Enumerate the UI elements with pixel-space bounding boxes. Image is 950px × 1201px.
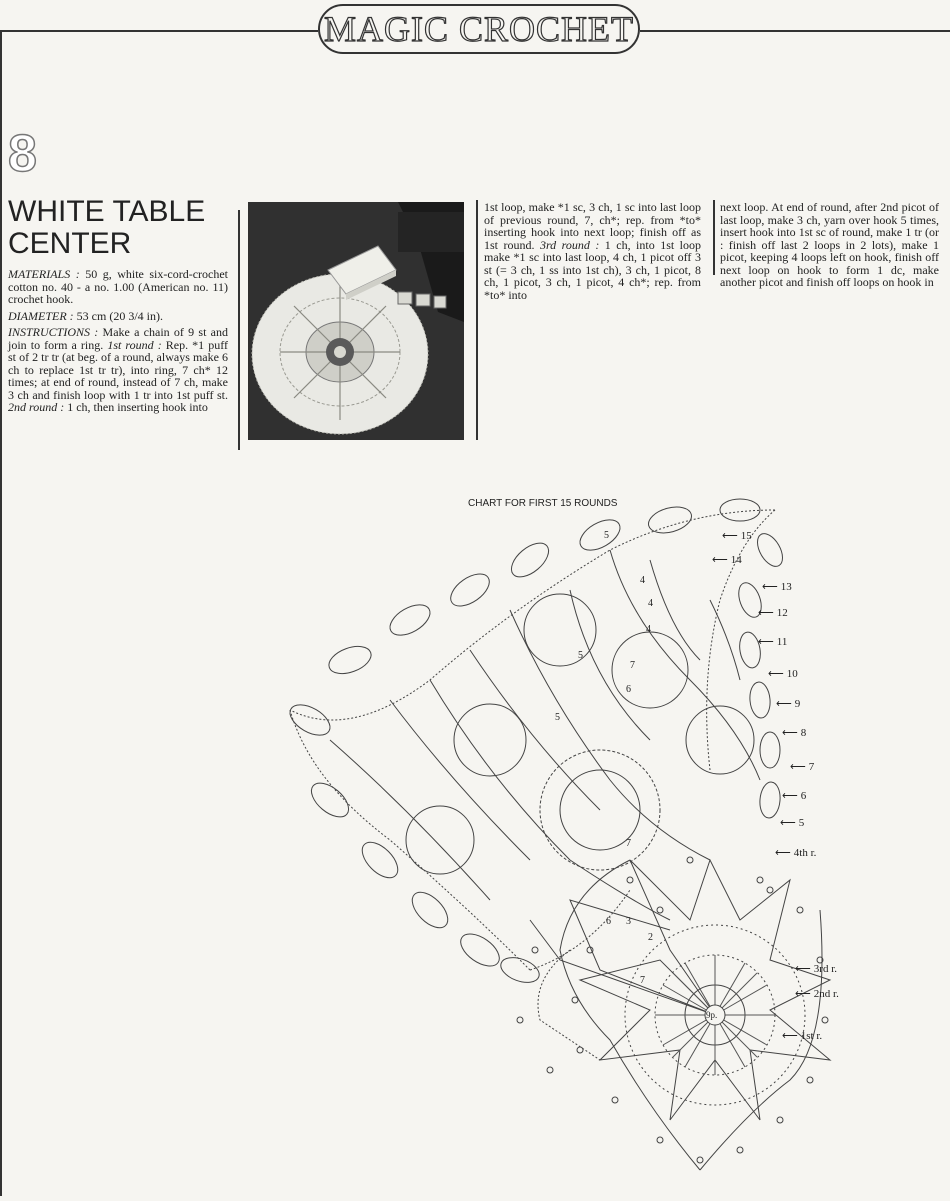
inner-number: 6 xyxy=(626,684,631,695)
arrow-left-icon: ⟵ xyxy=(782,790,798,802)
chart-outer-petals xyxy=(290,510,775,970)
inner-number: 5 xyxy=(555,712,560,723)
pattern-title xyxy=(8,196,238,260)
arrow-left-icon: ⟵ xyxy=(795,963,811,975)
diameter-label: DIAMETER : xyxy=(8,308,74,323)
col2-text-a: 1st loop, make *1 sc, 3 ch, 1 sc into last loop of previous round, 7, ch*; rep. from *to* inserting hook into next loop; finish off as 1st round. xyxy=(484,200,701,252)
round-label-11 xyxy=(758,635,787,648)
round-label-text: 8 xyxy=(800,726,807,739)
arrow-left-icon: ⟵ xyxy=(795,988,811,1000)
diameter-paragraph xyxy=(8,310,228,323)
arrow-left-icon: ⟵ xyxy=(722,530,738,542)
round-label-14 xyxy=(712,553,742,566)
col2-paragraph xyxy=(484,201,701,301)
chart-center-star xyxy=(530,860,830,1170)
column-divider-2 xyxy=(476,200,478,440)
round-label-10 xyxy=(768,667,798,680)
inner-number: 7 xyxy=(626,838,631,849)
arrow-left-icon: ⟵ xyxy=(780,817,796,829)
instructions-text-c: 1 ch, then inserting hook into xyxy=(64,400,208,414)
inner-number: 2 xyxy=(648,932,653,943)
header-rule-right xyxy=(640,30,950,32)
round-label-text: 15 xyxy=(740,529,752,542)
instructions-text-a: Make a chain of 9 st and join to form a ring. xyxy=(8,325,229,352)
round-label-2nd xyxy=(795,987,839,1000)
arrow-left-icon: ⟵ xyxy=(762,581,778,593)
col3-paragraph: next loop. At end of round, after 2nd picot of last loop, make 3 ch, yarn over hook 5 times, insert hook into 1st sc of round, make 1 tr (or : finish off last 2 loops in 2 lots), make 1 picot, keeping 4 loops left on hook, finish off next loop on hook to form 1 dc, make another picot and finish off loops on hook in xyxy=(720,200,939,289)
column-divider-3 xyxy=(713,200,715,275)
inner-number: 5 xyxy=(604,530,609,541)
round-label-text: 4th r. xyxy=(793,846,817,859)
round-label-13 xyxy=(762,580,792,593)
pattern-number: 8 xyxy=(8,125,37,183)
text-column-2 xyxy=(484,201,701,305)
inner-number: 6 xyxy=(606,916,611,927)
round-label-text: 13 xyxy=(780,580,792,593)
header-rule-left xyxy=(0,30,318,32)
arrow-left-icon: ⟵ xyxy=(758,607,774,619)
chart-inner-fans xyxy=(406,594,754,874)
round1-label: 1st round : xyxy=(107,337,162,352)
chart-outer-loops xyxy=(285,499,788,987)
round-label-text: 9 xyxy=(794,697,801,710)
instructions-text-b: Rep. *1 puff st of 2 tr tr (at beg. of a round, always make 6 ch to replace 1st tr tr), into ring, 7 ch* 12 times; at end of round, instead of 7 ch, make 3 ch and finish loop with 1 tr into 1st puff st. xyxy=(8,337,228,402)
instructions-paragraph xyxy=(8,326,228,414)
arrow-left-icon: ⟵ xyxy=(776,698,792,710)
round-label-6 xyxy=(782,789,806,802)
round-label-3rd xyxy=(795,962,837,975)
magazine-banner: MAGIC CROCHET xyxy=(318,4,640,54)
instructions-label: INSTRUCTIONS : xyxy=(8,325,99,339)
round-label-text: 11 xyxy=(776,635,788,648)
round-label-8 xyxy=(782,726,806,739)
round-label-text: 10 xyxy=(786,667,798,680)
round-label-text: 14 xyxy=(730,553,742,566)
materials-paragraph xyxy=(8,268,228,306)
pattern-title-line2: CENTER xyxy=(8,227,132,260)
round-label-text: 5 xyxy=(798,816,805,829)
materials-text: 50 g, white six-cord-crochet cotton no. 40 - a no. 1.00 (American no. 11) crochet hook. xyxy=(8,267,228,306)
inner-number: 5 xyxy=(578,650,583,661)
inner-number: 4 xyxy=(646,624,651,635)
round-label-7 xyxy=(790,760,814,773)
column-divider-1 xyxy=(238,210,240,450)
arrow-left-icon: ⟵ xyxy=(790,761,806,773)
page-left-border xyxy=(0,30,2,1196)
round-label-text: 7 xyxy=(808,760,815,773)
crochet-chart-diagram xyxy=(270,480,950,1196)
inner-number: 3 xyxy=(626,916,631,927)
round-label-text: 3rd r. xyxy=(813,962,838,975)
round-label-text: 1st r. xyxy=(800,1029,823,1042)
arrow-left-icon: ⟵ xyxy=(782,727,798,739)
round-label-text: 12 xyxy=(776,606,788,619)
arrow-left-icon: ⟵ xyxy=(758,636,774,648)
inner-number: 7 xyxy=(630,660,635,671)
text-column-3 xyxy=(720,201,939,293)
round3-label: 3rd round : xyxy=(539,237,600,252)
arrow-left-icon: ⟵ xyxy=(712,554,728,566)
col2-text-b: 1 ch, into 1st loop make *1 sc into last loop, 4 ch, 1 picot off 3 st (= 3 ch, 1 ss into 1st ch), 3 ch, 1 picot, 8 ch, 1 picot, 3 ch, 1 picot, 4 ch*; rep. from *to* into xyxy=(484,237,701,302)
round-label-1st xyxy=(782,1029,822,1042)
inner-number: 7 xyxy=(640,975,645,986)
crochet-chart xyxy=(270,480,950,1196)
chart-center-label: 9p. xyxy=(706,1010,718,1020)
inner-number: 4 xyxy=(648,598,653,609)
doily-photo xyxy=(248,202,464,440)
materials-label: MATERIALS : xyxy=(8,267,80,281)
round-label-4th xyxy=(775,846,816,859)
diameter-text: 53 cm (20 3/4 in). xyxy=(76,308,163,323)
round-label-15 xyxy=(722,529,752,542)
round-label-5 xyxy=(780,816,804,829)
arrow-left-icon: ⟵ xyxy=(768,668,784,680)
inner-number: 4 xyxy=(640,575,645,586)
pattern-title-line1: WHITE TABLE xyxy=(8,195,206,228)
round-label-9 xyxy=(776,697,800,710)
doily-photo-illustration xyxy=(248,202,464,440)
arrow-left-icon: ⟵ xyxy=(775,847,791,859)
arrow-left-icon: ⟵ xyxy=(782,1030,798,1042)
chart-title: CHART FOR FIRST 15 ROUNDS xyxy=(468,498,618,509)
round2-label: 2nd round : xyxy=(8,400,65,414)
round-label-text: 6 xyxy=(800,789,807,802)
round-label-12 xyxy=(758,606,788,619)
round-label-text: 2nd r. xyxy=(813,987,839,1000)
text-column-1 xyxy=(8,268,228,418)
